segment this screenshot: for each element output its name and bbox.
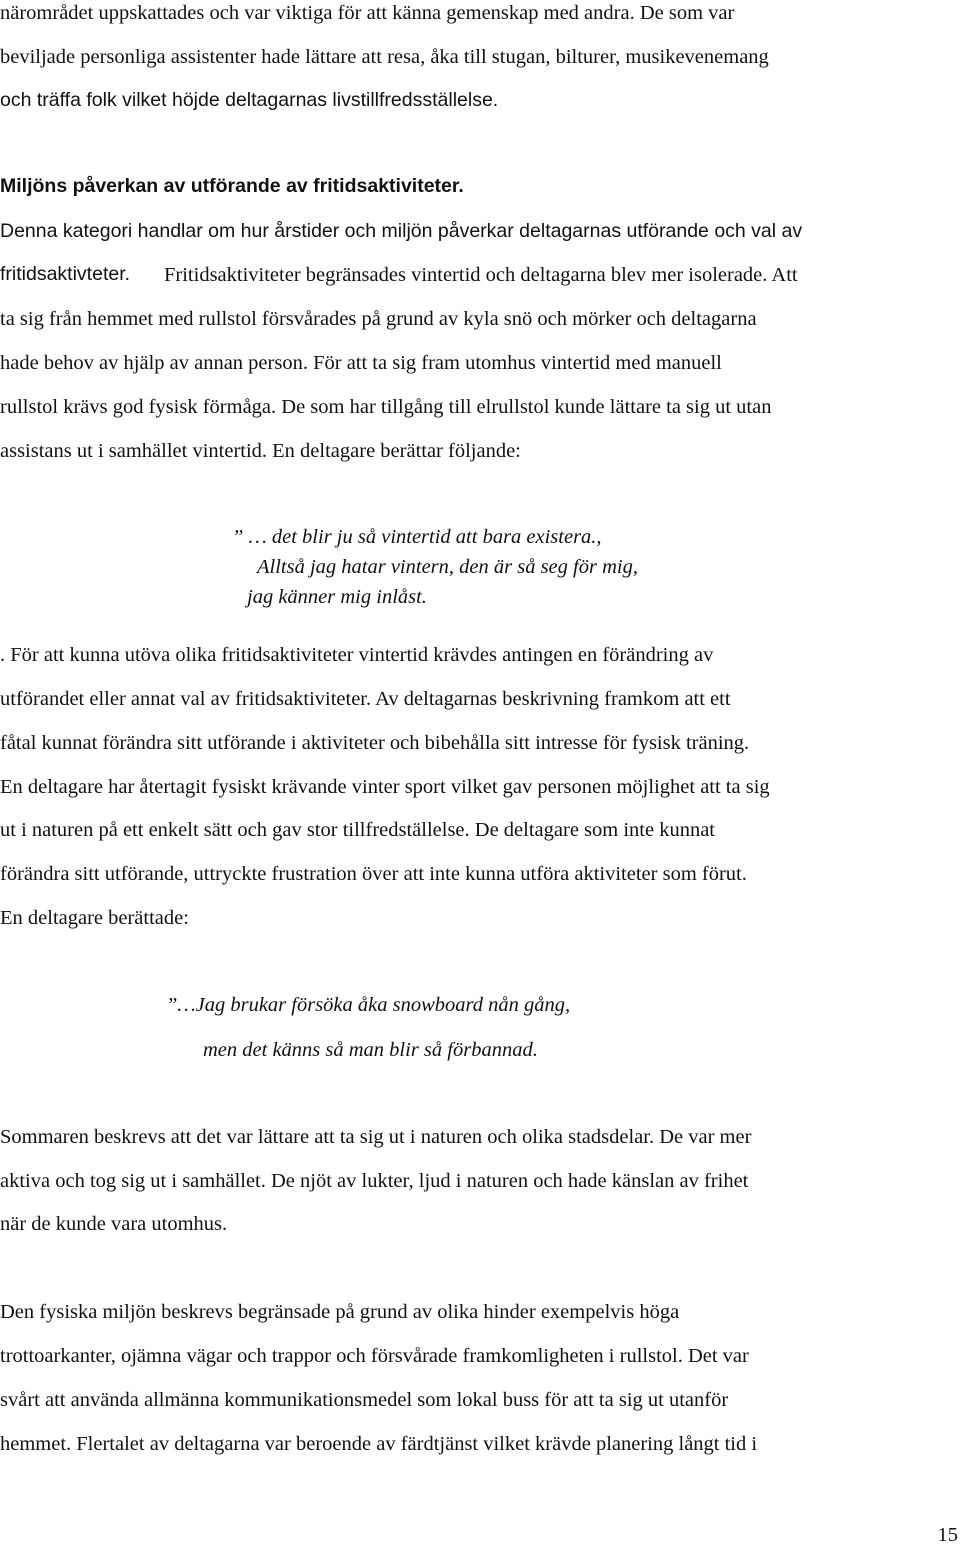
text-line: närområdet uppskattades och var viktiga för att känna gemenskap med andra. De som var	[0, 2, 735, 24]
quote-line: men det känns så man blir så förbannad.	[203, 1039, 538, 1061]
text-line: svårt att använda allmänna kommunikationsmedel som lokal buss för att ta sig ut utanför	[0, 1389, 729, 1411]
text-line: ut i naturen på ett enkelt sätt och gav stor tillfredställelse. De deltagare som inte kunnat	[0, 819, 715, 841]
text-line: fåtal kunnat förändra sitt utförande i aktiviteter och bibehålla sitt intresse för fysisk träning.	[0, 732, 750, 754]
text-line: förändra sitt utförande, uttryckte frustration över att inte kunna utföra aktiviteter som förut.	[0, 863, 747, 885]
text-line: Denna kategori handlar om hur årstider och miljön påverkar deltagarnas utförande och val av	[0, 220, 803, 242]
text-line: aktiva och tog sig ut i samhället. De njöt av lukter, ljud i naturen och hade känslan av frihet	[0, 1170, 749, 1192]
quote-line: ”…Jag brukar försöka åka snowboard nån gång,	[166, 994, 571, 1016]
text-line: Den fysiska miljön beskrevs begränsade på grund av olika hinder exempelvis höga	[0, 1301, 680, 1323]
text-line: hemmet. Flertalet av deltagarna var beroende av färdtjänst vilket krävde planering långt tid i	[0, 1433, 758, 1455]
text-line: Fritidsaktiviteter begränsades vintertid och deltagarna blev mer isolerade. Att	[164, 264, 798, 286]
text-line: assistans ut i samhället vintertid. En deltagare berättar följande:	[0, 440, 521, 462]
quote-line: jag känner mig inlåst.	[247, 586, 427, 608]
text-line: när de kunde vara utomhus.	[0, 1213, 228, 1235]
text-line: . För att kunna utöva olika fritidsaktiviteter vintertid krävdes antingen en förändring av	[0, 644, 714, 666]
text-line: utförandet eller annat val av fritidsaktiviteter. Av deltagarnas beskrivning framkom att ett	[0, 688, 731, 710]
page-number: 15	[937, 1524, 958, 1546]
quote-line: ” … det blir ju så vintertid att bara existera.,	[232, 526, 602, 548]
text-line: En deltagare har återtagit fysiskt krävande vinter sport vilket gav personen möjlighet att ta sig	[0, 776, 770, 798]
section-heading: Miljöns påverkan av utförande av fritidsaktiviteter.	[0, 175, 464, 197]
text-line: trottoarkanter, ojämna vägar och trappor och försvårade framkomligheten i rullstol. Det var	[0, 1345, 749, 1367]
text-line: ta sig från hemmet med rullstol försvårades på grund av kyla snö och mörker och deltagarna	[0, 308, 757, 330]
text-line: rullstol krävs god fysisk förmåga. De som har tillgång till elrullstol kunde lättare ta sig ut utan	[0, 396, 772, 418]
quote-line: Alltså jag hatar vintern, den är så seg för mig,	[257, 556, 638, 578]
text-line: En deltagare berättade:	[0, 907, 189, 929]
text-line: och träffa folk vilket höjde deltagarnas livstillfredsställelse.	[0, 89, 499, 111]
text-line: fritidsaktivteter.	[0, 263, 131, 285]
text-line: beviljade personliga assistenter hade lättare att resa, åka till stugan, bilturer, musikevenemang	[0, 46, 769, 68]
text-line: Sommaren beskrevs att det var lättare att ta sig ut i naturen och olika stadsdelar. De var mer	[0, 1126, 752, 1148]
text-line: hade behov av hjälp av annan person. För att ta sig fram utomhus vintertid med manuell	[0, 352, 722, 374]
